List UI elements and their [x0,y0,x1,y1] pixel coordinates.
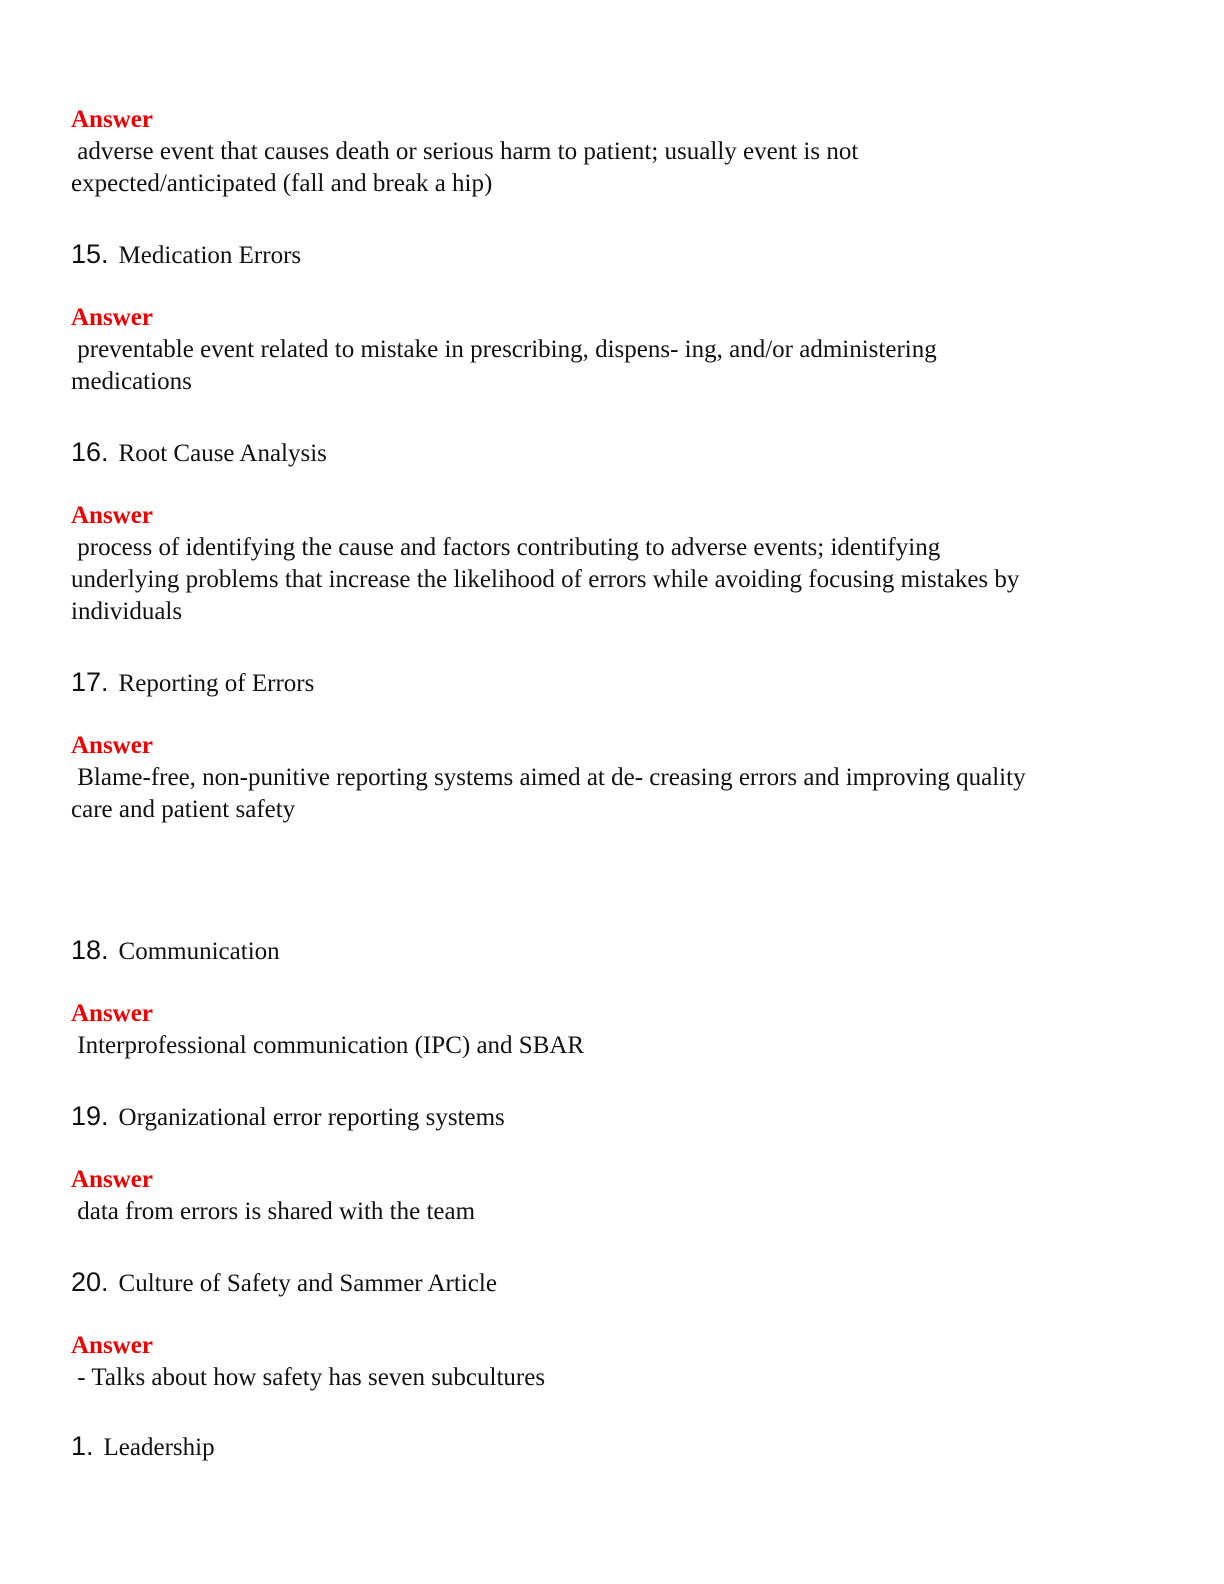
question-title: Leadership [103,1434,215,1461]
answer-label: Answer [71,304,153,331]
question-number: 16. [71,437,109,467]
question-number: 20. [71,1267,109,1297]
question-title: Organizational error reporting systems [118,1104,505,1131]
question-18 [71,934,1151,968]
answer-text: preventable event related to mistake in prescribing, dispens- ing, and/or administering medications [71,336,937,395]
answer-block-20 [71,1330,1151,1394]
question-20 [71,1266,1151,1300]
question-number: 1. [71,1431,94,1461]
question-number: 15. [71,239,109,269]
question-number: 18. [71,935,109,965]
answer-text: Interprofessional communication (IPC) and SBAR [71,1032,585,1059]
answer-block-16 [71,500,1151,628]
answer-block-15 [71,302,1151,398]
answer-block-18 [71,998,1151,1062]
question-number: 19. [71,1101,109,1131]
answer-label: Answer [71,1166,153,1193]
question-16 [71,436,1151,470]
question-title: Communication [118,938,280,965]
answer-text: adverse event that causes death or serious harm to patient; usually event is not expected/anticipated (fall and break a hip) [71,138,859,197]
answer-label: Answer [71,732,153,759]
question-title: Reporting of Errors [118,670,315,697]
question-title: Root Cause Analysis [118,440,327,467]
question-number: 17. [71,667,109,697]
question-title: Culture of Safety and Sammer Article [118,1270,497,1297]
answer-block-19 [71,1164,1151,1228]
question-15 [71,238,1151,272]
answer-label: Answer [71,1332,153,1359]
answer-text: data from errors is shared with the team [71,1198,476,1225]
answer-block-14 [71,104,1151,200]
question-title: Medication Errors [118,242,302,269]
answer-text: - Talks about how safety has seven subcultures [71,1364,546,1391]
answer-label: Answer [71,106,153,133]
answer-text: process of identifying the cause and factors contributing to adverse events; identifying underlying problems that increase the likelihood of errors while avoiding focusing mistakes by individuals [71,534,1020,625]
question-19 [71,1100,1151,1134]
sub-item-1 [71,1430,1151,1464]
answer-label: Answer [71,1000,153,1027]
question-17 [71,666,1151,700]
answer-label: Answer [71,502,153,529]
answer-block-17 [71,730,1151,826]
answer-text: Blame-free, non-punitive reporting systems aimed at de- creasing errors and improving quality care and patient safety [71,764,1026,823]
